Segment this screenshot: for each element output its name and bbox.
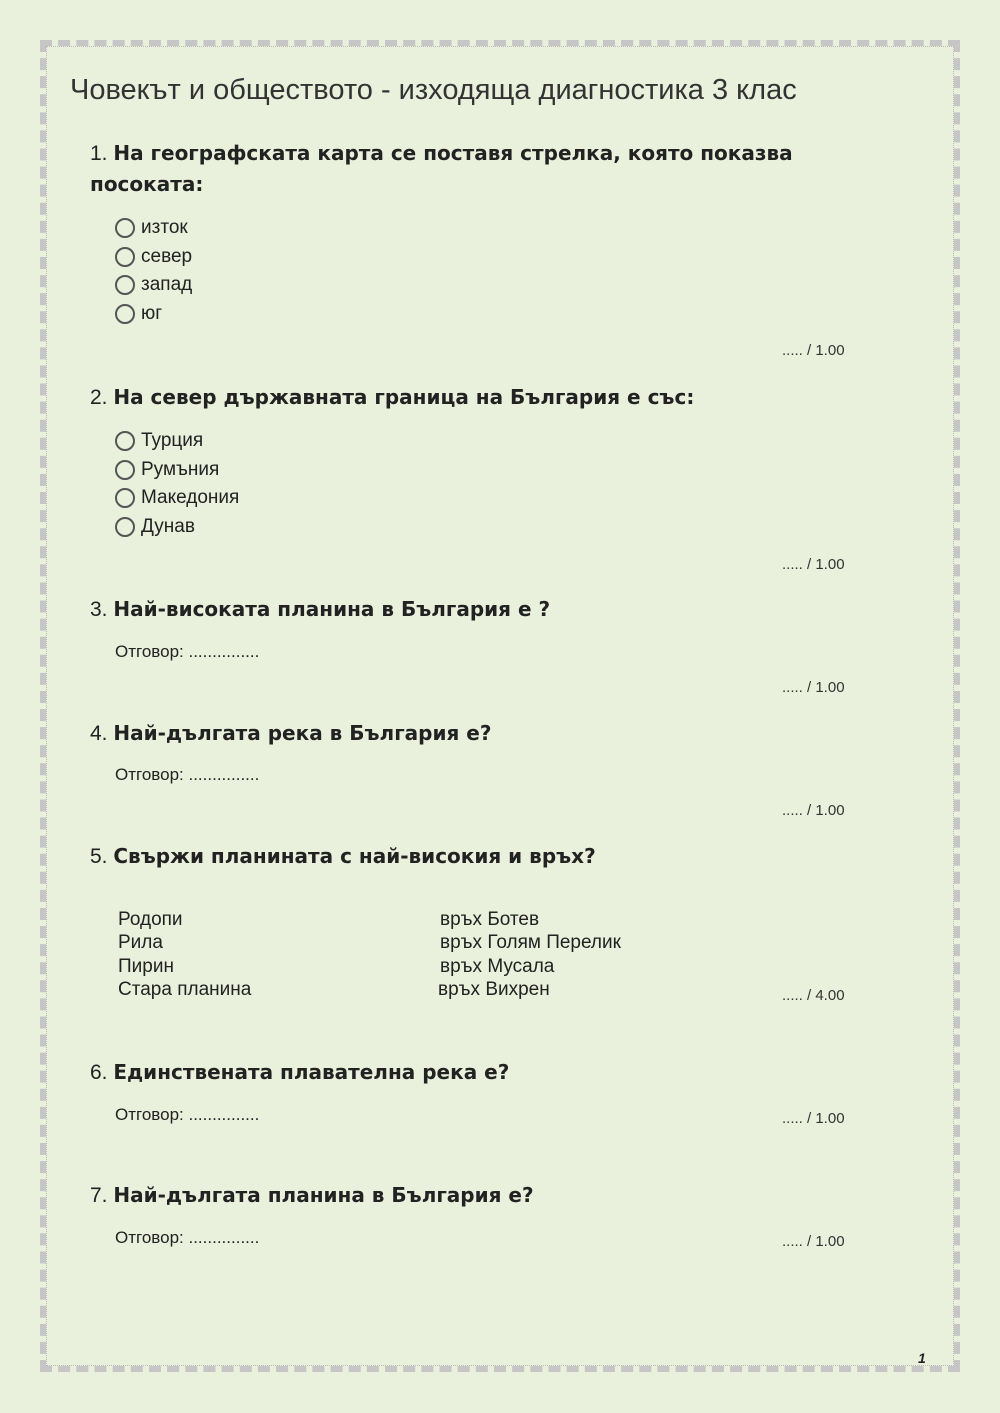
match-right-column [440,908,621,1001]
score-5: ..... / 4.00 [782,987,845,1004]
match-right-item[interactable]: връх Мусала [440,955,555,977]
radio-button[interactable] [115,488,135,508]
question-1-options [115,214,192,328]
match-left-item[interactable]: Рила [118,932,163,954]
question-number: 1. [90,142,108,165]
question-number: 2. [90,386,108,409]
question-text: На географската карта се поставя стрелка, която показва посоката: [90,141,793,196]
answer-field[interactable]: Отговор: ............... [115,1228,260,1247]
answer-field[interactable]: Отговор: ............... [115,1105,260,1124]
radio-button[interactable] [115,517,135,537]
match-left-column [118,908,251,1001]
radio-button[interactable] [115,431,135,451]
option[interactable] [115,243,192,272]
question-number: 4. [90,722,108,745]
score-1: ..... / 1.00 [782,342,845,359]
option[interactable] [115,271,192,300]
radio-button[interactable] [115,218,135,238]
question-number: 7. [90,1184,108,1207]
match-left-item[interactable]: Родопи [118,909,183,930]
option-label: север [141,245,193,267]
question-6 [90,1057,850,1088]
match-right-item[interactable]: връх Вихрен [438,978,550,1000]
question-number: 5. [90,845,108,868]
question-text: Свържи планината с най-високия и връх? [113,844,596,868]
option-label: Дунав [141,516,195,538]
question-3 [90,594,850,625]
radio-button[interactable] [115,247,135,267]
question-text: Най-дългата река в България е? [113,721,492,745]
question-7 [90,1180,850,1211]
score-2: ..... / 1.00 [782,556,845,573]
option-label: Румъния [141,458,220,480]
question-text: Единствената плавателна река е? [113,1060,510,1084]
page-title: Човекът и обществото - изходяща диагностика 3 клас [70,74,797,106]
score-6: ..... / 1.00 [782,1110,845,1127]
question-number: 3. [90,598,108,621]
question-5 [90,841,850,872]
option-label: Македония [141,487,240,509]
answer-field[interactable]: Отговор: ............... [115,765,260,784]
answer-field[interactable]: Отговор: ............... [115,642,260,661]
question-number: 6. [90,1061,108,1084]
option-label: Турция [141,430,204,452]
radio-button[interactable] [115,460,135,480]
score-7: ..... / 1.00 [782,1233,845,1250]
question-2-options [115,427,239,541]
option[interactable] [115,300,192,329]
option[interactable] [115,456,239,485]
score-4: ..... / 1.00 [782,802,845,819]
option-label: изток [141,217,188,239]
match-left-item[interactable]: Стара планина [118,978,252,1000]
match-left-item[interactable]: Пирин [118,955,174,977]
option[interactable] [115,214,192,243]
question-text: Най-високата планина в България е ? [113,597,551,621]
question-text: На север държавната граница на България е със: [113,385,695,409]
option-label: запад [141,274,193,296]
score-3: ..... / 1.00 [782,679,845,696]
match-right-item[interactable]: връх Ботев [440,909,540,930]
page-number: 1 [918,1350,926,1366]
question-4 [90,718,850,749]
radio-button[interactable] [115,304,135,324]
match-right-item[interactable]: връх Голям Перелик [440,932,621,954]
option[interactable] [115,484,239,513]
question-1 [90,138,850,200]
option-label: юг [141,303,163,325]
question-2 [90,382,850,413]
radio-button[interactable] [115,275,135,295]
option[interactable] [115,427,239,456]
question-text: Най-дългата планина в България е? [113,1183,534,1207]
option[interactable] [115,513,239,542]
